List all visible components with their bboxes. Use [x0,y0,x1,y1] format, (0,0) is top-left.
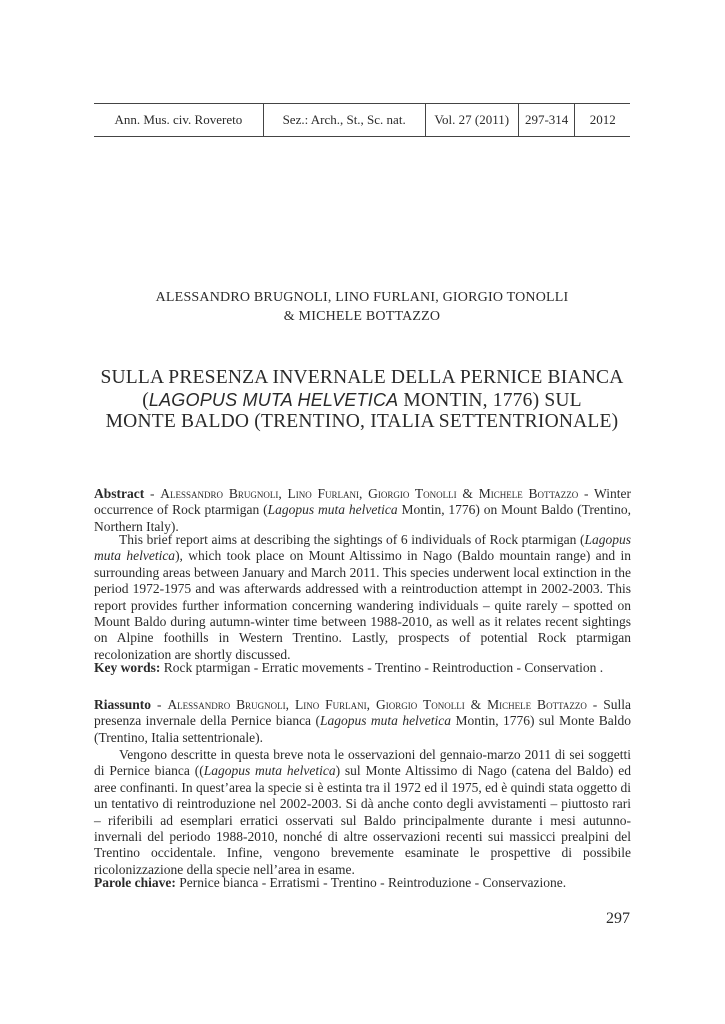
authors-line-2: & MICHELE BOTTAZZO [283,309,441,324]
riassunto-title-species: Lagopus muta helvetica [319,713,452,729]
authors-line-1: ALESSANDRO BRUGNOLI, LINO FURLANI, GIORGIO TONOLLI [155,290,569,305]
riassunto-body-post: ) sul Monte Altissimo di Nago (catena del Baldo) ed aree confinanti. In quest’area la specie si è estinta tra il 1972 ed il 1975, ed è quindi stata oggetto di un tentativo di reintroduzione nel 2002-2003. Si dà anche conto degli avvistamenti – piuttosto rari – riferibili ad esemplari erratici osservati sul Baldo principalmente durante i mesi autunno-invernali del periodo 1988-2010, nonché di altre osservazioni recenti sui massicci prealpini del Trentino occidentale. Infine, vengono brevemente esaminate le prospettive di possibile ricolonizzazione della specie nell’area in esame. [94,763,631,877]
paper-title-line-3: MONTE BALDO (TRENTINO, ITALIA SETTENTRIONALE) [105,411,619,432]
abstract-body-pre: This brief report aims at describing the sightings of 6 individuals of Rock ptarmigan ( [119,532,585,547]
abstract-title-pre: - Winter occurrence of Rock ptarmigan ( [94,486,631,518]
abstract-body-species: Lagopus muta helvetica [94,532,631,564]
riassunto-label: Riassunto [94,697,152,712]
header-journal: Ann. Mus. civ. Rovereto [94,104,264,136]
header-year: 2012 [589,112,616,127]
riassunto-body [94,747,631,878]
page-number: 297 [606,910,630,927]
riassunto-sep: - [151,697,168,712]
header-pages: 297-314 [519,104,576,136]
journal-header-table [94,103,630,137]
riassunto-authors: Alessandro Brugnoli, Lino Furlani, Giorgio Tonolli & Michele Bottazzo [167,697,587,712]
riassunto-body-pre: Vengono descritte in questa breve nota le osservazioni del gennaio-marzo 2011 di sei soggetti di Pernice bianca (( [94,747,631,779]
riassunto-title-post: Montin, 1776) sul Monte Baldo (Trentino, Italia settentrionale). [94,713,632,745]
abstract-title-post: Montin, 1776) on Mount Baldo (Trentino, Northern Italy). [94,502,632,534]
riassunto-heading [94,697,631,746]
header-volume: Vol. 27 (2011) [426,104,519,136]
title-paren: ( [142,390,149,411]
keywords-label: Key words: [94,660,161,675]
abstract-heading [94,486,631,535]
abstract-body-post: ), which took place on Mount Altissimo in Nago (Baldo mountain range) and in surrounding areas between January and March 2011. This species underwent local extinction in the period 1972-1975 and was afterwards addressed with a reintroduction attempt in 2002-2003. This report provides further information concerning wandering individuals – quite rarely – spotted on Mount Baldo during autumn-winter time between 1988-2010, as well as it relates recent sightings on Alpine foothills in Western Trentino. Lastly, prospects of potential Rock ptarmigan recolonization are shortly discussed. [94,548,631,662]
abstract-keywords [94,660,631,676]
paper-title-line-1: SULLA PRESENZA INVERNALE DELLA PERNICE BIANCA [100,367,624,388]
riassunto-keywords [94,875,631,891]
abstract-body [94,532,631,663]
abstract-label: Abstract [94,486,145,501]
keywords-list: Rock ptarmigan - Erratic movements - Trentino - Reintroduction - Conservation . [160,660,604,675]
abstract-title-species: Lagopus muta helvetica [267,502,398,518]
title-authority: MONTIN, 1776) SUL [398,390,582,411]
abstract-sep: - [144,486,161,501]
parole-chiave-label: Parole chiave: [94,875,176,890]
abstract-authors: Alessandro Brugnoli, Lino Furlani, Giorgio Tonolli & Michele Bottazzo [160,486,579,501]
paper-title-line-2 [94,389,630,412]
header-section: Sez.: Arch., St., Sc. nat. [264,104,426,136]
parole-chiave-list: Pernice bianca - Erratismi - Trentino - Reintroduzione - Conservazione. [175,875,567,890]
riassunto-title-pre: - Sulla presenza invernale della Pernice bianca ( [94,697,631,729]
title-species: LAGOPUS MUTA HELVETICA [148,390,399,410]
riassunto-body-species: Lagopus muta helvetica [203,763,336,779]
